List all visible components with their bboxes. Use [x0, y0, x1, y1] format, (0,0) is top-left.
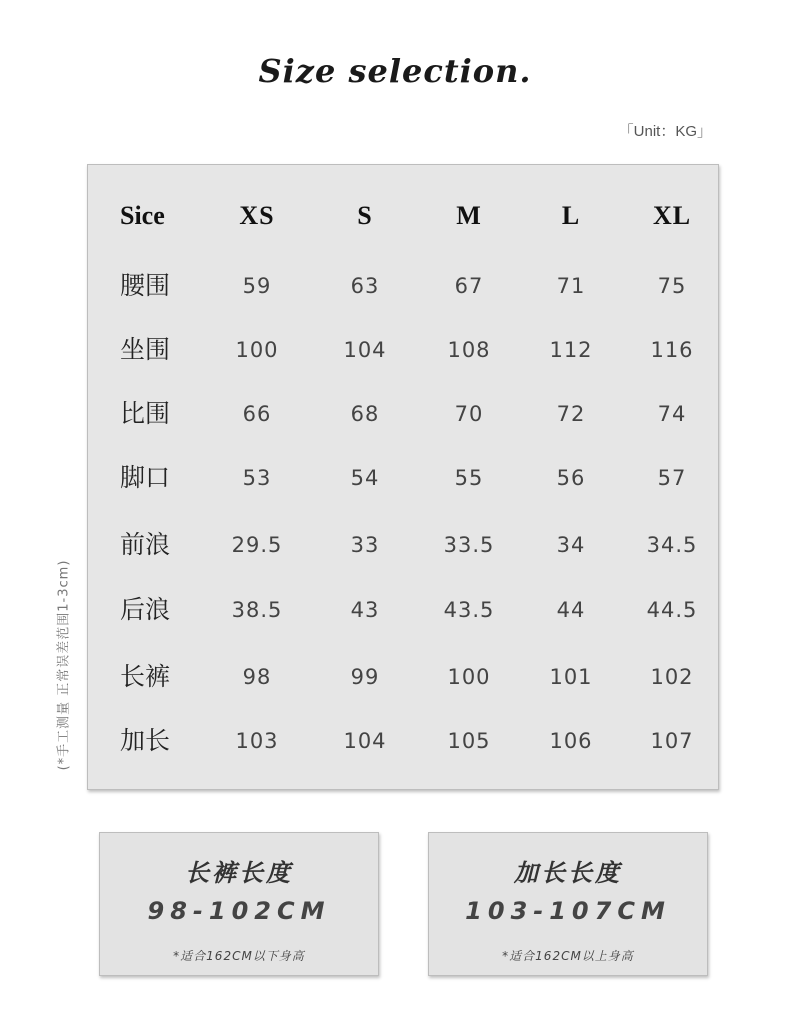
- table-row: [88, 394, 718, 434]
- size-header-cell: M: [456, 201, 482, 230]
- table-cell: 56: [556, 466, 586, 490]
- regular-length-card: [99, 832, 379, 976]
- table-cell: 116: [650, 338, 694, 362]
- table-cell: 100: [447, 665, 491, 689]
- card-title: 加长长度: [514, 859, 622, 887]
- table-cell: 98: [242, 665, 272, 689]
- table-cell: 63: [350, 274, 380, 298]
- table-row: [88, 330, 718, 370]
- table-cell: 34: [556, 533, 586, 557]
- table-row: [88, 721, 718, 761]
- table-cell: 33.5: [443, 533, 495, 557]
- table-cell: 75: [657, 274, 687, 298]
- row-label: 前浪: [120, 530, 171, 559]
- table-cell: 107: [650, 729, 694, 753]
- table-row: [88, 266, 718, 306]
- table-cell: 43: [350, 598, 380, 622]
- table-cell: 103: [235, 729, 279, 753]
- table-cell: 29.5: [231, 533, 283, 557]
- size-table-panel: [87, 164, 719, 790]
- row-label: 坐围: [120, 335, 171, 364]
- table-cell: 72: [556, 402, 586, 426]
- card-title: 长裤长度: [185, 859, 293, 887]
- table-cell: 44: [556, 598, 586, 622]
- measurement-note: (*手工测量 正常误差范围1-3cm): [56, 559, 72, 771]
- table-cell: 99: [350, 665, 380, 689]
- table-cell: 74: [657, 402, 687, 426]
- row-label: 后浪: [120, 595, 171, 624]
- table-row: [88, 525, 718, 565]
- table-row: [88, 590, 718, 630]
- table-cell: 55: [454, 466, 484, 490]
- size-header-cell: XS: [239, 201, 275, 230]
- table-cell: 100: [235, 338, 279, 362]
- table-cell: 104: [343, 338, 387, 362]
- table-cell: 104: [343, 729, 387, 753]
- table-cell: 44.5: [646, 598, 698, 622]
- size-header-cell: XL: [652, 201, 692, 230]
- unit-label: 「Unit：KG」: [618, 123, 712, 140]
- table-cell: 112: [549, 338, 593, 362]
- row-label: 比围: [120, 399, 171, 428]
- header-label: Sice: [120, 201, 165, 230]
- table-row: [88, 458, 718, 498]
- table-cell: 101: [549, 665, 593, 689]
- row-label: 腰围: [120, 271, 171, 300]
- table-cell: 68: [350, 402, 380, 426]
- card-note: *适合162CM以下身高: [173, 949, 305, 963]
- table-header-row: [88, 196, 718, 236]
- row-label: 加长: [120, 726, 171, 755]
- table-cell: 70: [454, 402, 484, 426]
- card-note: *适合162CM以上身高: [502, 949, 634, 963]
- table-cell: 57: [657, 466, 687, 490]
- row-label: 长裤: [120, 662, 171, 691]
- table-cell: 53: [242, 466, 272, 490]
- table-cell: 71: [556, 274, 586, 298]
- size-header-cell: S: [357, 201, 373, 230]
- table-cell: 108: [447, 338, 491, 362]
- long-length-card: [428, 832, 708, 976]
- table-cell: 34.5: [646, 533, 698, 557]
- row-label: 脚口: [120, 463, 171, 492]
- table-cell: 43.5: [443, 598, 495, 622]
- table-cell: 105: [447, 729, 491, 753]
- card-range: 103-107CM: [465, 897, 671, 925]
- size-header-cell: L: [561, 201, 581, 230]
- table-cell: 54: [350, 466, 380, 490]
- table-cell: 102: [650, 665, 694, 689]
- table-cell: 33: [350, 533, 380, 557]
- table-cell: 59: [242, 274, 272, 298]
- page-title: Size selection.: [258, 52, 532, 90]
- table-cell: 66: [242, 402, 272, 426]
- table-cell: 38.5: [231, 598, 283, 622]
- table-cell: 67: [454, 274, 484, 298]
- table-row: [88, 657, 718, 697]
- table-cell: 106: [549, 729, 593, 753]
- card-range: 98-102CM: [147, 897, 331, 925]
